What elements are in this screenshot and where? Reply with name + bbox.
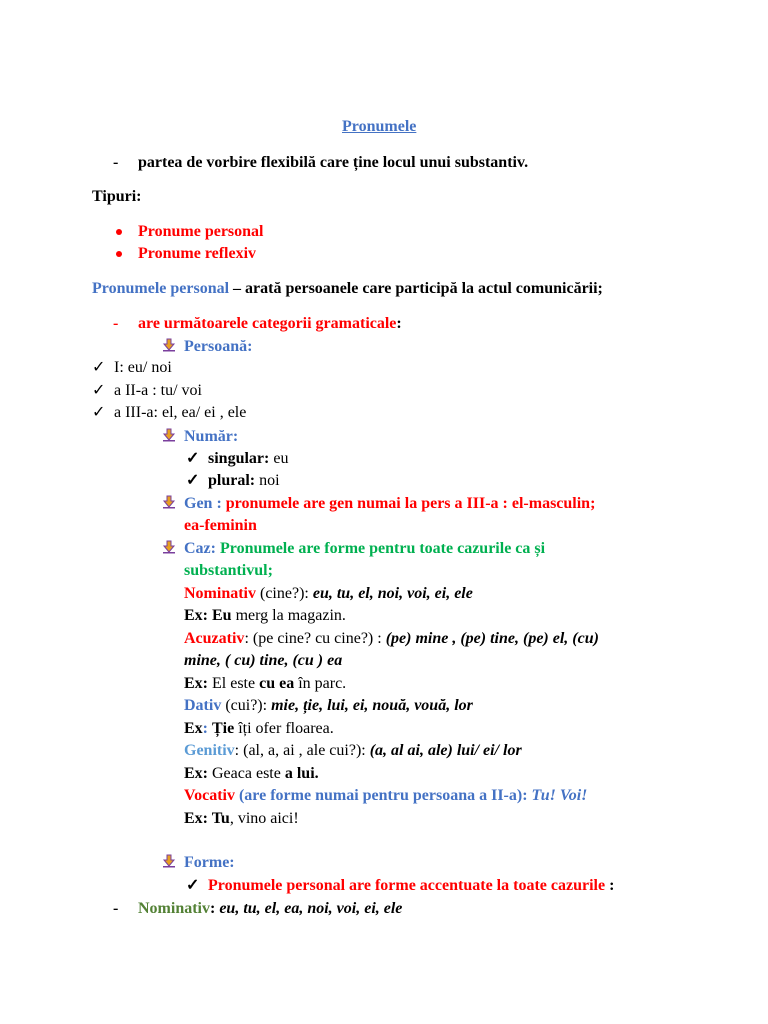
singular-value: eu [269, 450, 289, 467]
colon: : [396, 315, 402, 332]
ex-label: Ex: [184, 675, 208, 692]
nominativ-name: Nominativ [184, 585, 256, 602]
ex-text: , vino aici! [229, 810, 299, 827]
colon: : [605, 877, 615, 894]
colon: : [210, 900, 220, 917]
checkmark-icon: ✓ [92, 382, 106, 399]
persoana-item-text: a III-a: el, ea/ ei , ele [114, 404, 247, 421]
checkmark-icon: ✓ [92, 404, 106, 421]
ex-label: Ex [184, 720, 203, 737]
forme-accent [186, 876, 615, 896]
dash: - [113, 154, 119, 171]
ex-label: Ex: [184, 607, 208, 624]
caz-text: Pronumele are forme pentru toate cazurile ca și [215, 540, 546, 557]
ex-bold: Eu [208, 607, 232, 624]
arrow-bullet-icon [162, 540, 176, 554]
acuzativ-forms-cont: mine, ( cu) tine, (cu ) ea [184, 652, 343, 669]
dash: - [113, 315, 119, 332]
page-title: Pronumele [342, 118, 417, 135]
bullet-dot-icon [116, 251, 122, 257]
gen-label: Gen : [184, 495, 222, 512]
arrow-bullet-icon [162, 428, 176, 442]
ex-text: în parc. [294, 675, 347, 692]
genitiv-question: : (al, a, ai , ale cui?): [234, 742, 370, 759]
acuzativ-name: Acuzativ [184, 630, 245, 647]
nominativ-example [184, 606, 346, 626]
genitiv-line [184, 741, 522, 761]
numar-plural [186, 471, 280, 491]
vocativ-line [184, 786, 587, 806]
tipuri-item [116, 244, 257, 264]
gen-text: pronumele are gen numai la pers a III-a : el-masculin; [221, 495, 596, 512]
caz-label: Caz: [184, 540, 216, 557]
tipuri-item-label: Pronume reflexiv [138, 245, 257, 262]
plural-label: plural: [208, 472, 256, 489]
checkmark-icon: ✓ [186, 450, 200, 467]
numar-label: Număr: [184, 428, 239, 445]
persoana-item-text: a II-a : tu/ voi [114, 382, 202, 399]
ex-bold: cu ea [259, 675, 295, 692]
dativ-question: (cui?): [221, 697, 272, 714]
acuzativ-example [184, 674, 346, 694]
genitiv-name: Genitiv [184, 742, 235, 759]
ex-label: Ex: [184, 810, 208, 827]
bullet-dot-icon [116, 229, 122, 235]
genitiv-forms: (a, al ai, ale) lui/ ei/ lor [369, 742, 522, 759]
dativ-name: Dativ [184, 697, 222, 714]
acuzativ-forms: (pe) mine , (pe) tine, (pe) el, (cu) [385, 630, 599, 647]
tipuri-item-label: Pronume personal [138, 223, 264, 240]
checkmark-icon: ✓ [186, 877, 200, 894]
numar-singular [186, 449, 289, 469]
forme-heading [162, 853, 235, 873]
nominativ-forme-forms: eu, tu, el, ea, noi, voi, ei, ele [219, 900, 403, 917]
plural-value: noi [255, 472, 280, 489]
tipuri-label: Tipuri: [92, 188, 142, 205]
persoana-heading [162, 337, 253, 357]
caz-heading [162, 539, 546, 559]
tipuri-item [116, 222, 264, 242]
checkmark-icon: ✓ [92, 359, 106, 376]
personal-def-text: – arată persoanele care participă la actul comunicării; [229, 280, 603, 297]
gen-text-cont: ea-feminin [184, 517, 257, 534]
forme-label: Forme: [184, 854, 235, 871]
forme-accent-text: Pronumele personal are forme accentuate la toate cazurile [208, 877, 606, 894]
categorii-text: are următoarele categorii gramaticale [138, 315, 397, 332]
vocativ-example [184, 809, 299, 829]
nominativ-forme-line [113, 899, 403, 919]
acuzativ-question: : (pe cine? cu cine?) : [244, 630, 386, 647]
intro-text: partea de vorbire flexibilă care ține locul unui substantiv. [138, 154, 529, 171]
ex-text: merg la magazin. [231, 607, 346, 624]
caz-text-cont: substantivul; [184, 562, 273, 579]
nominativ-forms: eu, tu, el, noi, voi, ei, ele [312, 585, 473, 602]
vocativ-note: (are forme numai pentru persoana a II-a): [234, 787, 532, 804]
arrow-bullet-icon [162, 854, 176, 868]
ex-label: Ex: [184, 765, 208, 782]
arrow-bullet-icon [162, 495, 176, 509]
gen-heading [162, 494, 596, 514]
acuzativ-line [184, 629, 599, 649]
ex-bold: Ție [208, 720, 235, 737]
arrow-bullet-icon [162, 338, 176, 352]
dash: - [113, 900, 119, 917]
singular-label: singular: [208, 450, 270, 467]
persoana-label: Persoană: [184, 338, 253, 355]
checkmark-icon: ✓ [186, 472, 200, 489]
ex-colon: : [202, 720, 208, 737]
dativ-line [184, 696, 473, 716]
ex-text: Geaca este [208, 765, 285, 782]
dativ-example [184, 719, 334, 739]
ex-text: îți ofer floarea. [234, 720, 334, 737]
genitiv-example [184, 764, 319, 784]
persoana-item-text: I: eu/ noi [114, 359, 172, 376]
ex-bold: a lui. [284, 765, 319, 782]
nominativ-line [184, 584, 473, 604]
vocativ-forms: Tu! Voi! [531, 787, 588, 804]
persoana-item [92, 381, 202, 401]
ex-text: El este [208, 675, 260, 692]
personal-definition [92, 279, 603, 299]
intro-line [113, 153, 529, 173]
ex-bold: Tu [208, 810, 230, 827]
vocativ-name: Vocativ [184, 787, 235, 804]
numar-heading [162, 427, 239, 447]
nominativ-forme-name: Nominativ [138, 900, 210, 917]
nominativ-question: (cine?): [256, 585, 313, 602]
persoana-item [92, 403, 247, 423]
personal-term: Pronumele personal [92, 280, 230, 297]
persoana-item [92, 358, 172, 378]
dativ-forms: mie, ție, lui, ei, nouă, vouă, lor [271, 697, 473, 714]
categorii-line [113, 314, 402, 334]
